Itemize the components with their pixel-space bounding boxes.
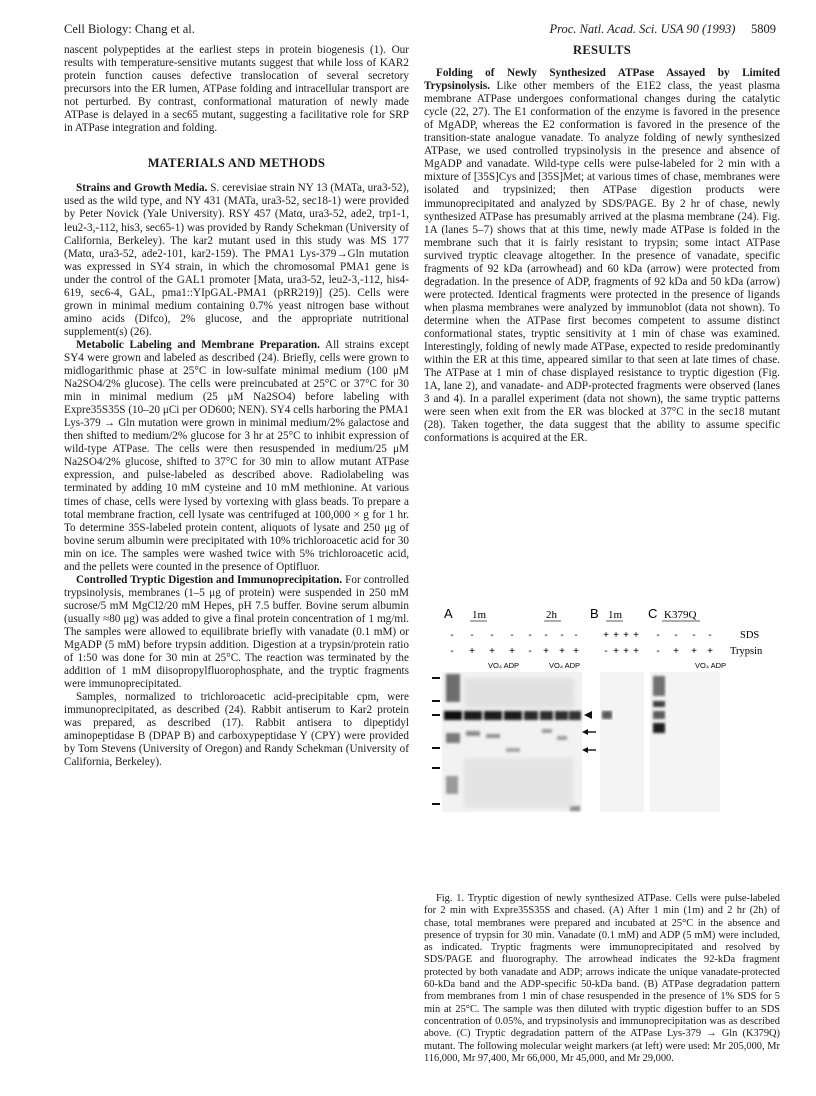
strains-heading: Strains and Growth Media.	[76, 182, 208, 195]
sds-sign-6: -	[544, 630, 548, 641]
samples-paragraph: Samples, normalized to trichloroacetic acid-precipitable cpm, were immunoprecipitated, as described (24). Rabbit antiserum to Kar2 protein was prepared, as described (17). Rabbit antisera to dipeptidyl aminopeptidase B (DPAP B) and carboxypeptidase Y (CPY) were provided by Tom Stevens (University of Oregon) and Randy Schekman (University of California, Berkeley).	[64, 691, 409, 769]
label-1m-b: 1m	[608, 609, 623, 621]
strains-text: S. cerevisiae strain NY 13 (MATa, ura3-52), used as the wild type, and NY 431 (MATa, ura3-52, sec18-1) were provided by Peter Novick (Yale University). RSY 457 (Matα, ura3-52, ade2, trp1-1, leu2-3,-112, his3, sec65-1) was provided by Randy Schekman (University of California, Berkeley). The kar2 mutant used in this study was MS 177 (Matα, ura3-52, ade2-101, kar2-159). The PMA1 Lys-379→Gln mutation was expressed in SY4 strain, in which the chromosomal PMA1 gene is under the control of the GAL1 promoter [Mata, ura3-52, leu2-3,-112, his4-619, sec6-4, GAL, pma1::YIpGAL-PMA1 (pRR219)] (25). Cells were grown in minimal medium containing 0.7% yeast nitrogen base without amino acids (Difco), 2% glucose, and the appropriate nutritional supplement(s) (26).	[64, 182, 409, 338]
strains-paragraph	[64, 182, 409, 339]
sds-sign-14: -	[674, 630, 678, 641]
right-column	[424, 44, 780, 445]
sds-sign-2: -	[470, 630, 474, 641]
panel-c-label: C	[648, 606, 658, 621]
trypsin-sign-5: -	[528, 646, 532, 657]
trypsin-sign-12: +	[633, 646, 639, 657]
sds-sign-15: -	[692, 630, 696, 641]
digestion-heading: Controlled Tryptic Digestion and Immunoprecipitation.	[76, 573, 343, 586]
trypsin-sign-14: +	[673, 646, 679, 657]
trypsin-sign-15: +	[691, 646, 697, 657]
band-lane2-92	[464, 711, 482, 720]
band-lane2-60	[466, 731, 480, 736]
band-c-intact	[653, 723, 665, 733]
sds-sign-8: -	[574, 630, 578, 641]
row-label-trypsin: Trypsin	[730, 646, 763, 657]
figure-caption-text: Fig. 1. Tryptic digestion of newly synthesized ATPase. Cells were pulse-labeled for 2 min with Expre35S35S and chased. (A) After 1 min (1m) and 2 hr (2h) of chase, total membranes were prepared and incubated at 25°C in the absence and presence of trypsin for 30 min. Vanadate (0.1 mM) and ADP (5 mM) were included, as indicated. Tryptic fragments were immunoprecipitated and resolved by SDS/PAGE and fluorography. The arrowhead indicates the 92-kDa fragment protected by both vanadate and ADP; arrows indicate the unique vanadate-protected 60-kDa band and the ADP-specific 50-kDa band. (B) ATPase degradation pattern from membranes from 1 min of chase resuspended in the presence of 1% SDS for 5 min at 25°C. The sample was then diluted with tryptic digestion buffer to an SDS concentration of 0.05%, and trypsinolysis and immunoprecipitation was as described above. (C) Tryptic degradation pattern of the ATPase Lys-379 → Gln (K379Q) mutant. The following molecular weight markers (at left) were used: Mr 205,000, Mr 116,000, Mr 97,400, Mr 66,000, Mr 45,000, and Mr 29,000.	[424, 893, 780, 1064]
panel-a-label: A	[444, 606, 453, 621]
band-lane3-92	[484, 711, 502, 720]
digestion-paragraph	[64, 574, 409, 691]
smear-top	[464, 678, 574, 708]
band-lane1-low	[446, 776, 458, 794]
digestion-text: For controlled trypsinolysis, membranes (1–5 μg of protein) were suspended in 250 mM sucrose/5 mM MgCl2/20 mM Hepes, pH 7.5 buffer. Bovine serum albumin (usually ≈80 μg) was added to give a final protein concentration of 1 mg/ml. The samples were allowed to equilibrate briefly with vanadate (0.1 mM) or MgADP (5 mM) before trypsin addition. Digestion at a trypsin/protein ratio of 1:50 was done for 30 min at 25°C. The reaction was terminated by the addition of 1 mM diisopropylfluorophosphate, and the tryptic fragments were immunoprecipitated.	[64, 573, 409, 691]
band-c-upper	[653, 701, 665, 707]
trypsin-sign-6: +	[543, 646, 549, 657]
band-lane5-intact	[524, 711, 538, 720]
folding-paragraph	[424, 67, 780, 445]
band-lane8-92	[569, 711, 581, 720]
ligand-label-1m: VO₄ ADP	[488, 661, 519, 670]
band-b-lane1	[602, 711, 612, 719]
trypsin-sign-8: +	[573, 646, 579, 657]
folding-text: Like other members of the E1E2 class, the yeast plasma membrane ATPase undergoes conformational changes during the catalytic cycle (22, 27). The E1 conformation of the enzyme is favored in the presence of MgADP, whereas the E2 conformation is favored in the presence of the transition-state analogue vanadate. To analyze folding of newly synthesized ATPase, we used controlled trypsinolysis in the presence and absence of MgADP and vanadate. Wild-type cells were pulse-labeled for 2 min with a mixture of [35S]Cys and [35S]Met; at various times of chase, membranes were isolated and trypsinized; then ATPase digestion products were immunoprecipitated and analyzed by SDS/PAGE. By 2 hr of chase, newly synthesized ATPase has presumably arrived at the plasma membrane (24). Fig. 1A (lanes 5–7) shows that at this time, newly made ATPase is folded in the membrane such that it is fairly resistant to trypsin; some intact ATPase survived tryptic cleavage altogether. In the presence of vanadate, specific fragments of 92 kDa (arrowhead) and 60 kDa (arrow) were protected from degradation. In the presence of ADP, fragments of 92 kDa and 50 kDa (arrow) were protected. Identical fragments were protected in the presence of ligands when plasma membranes were analyzed by immunoblot (data not shown). To determine when the ATPase first becomes competent to assume distinct conformational states, tryptic sensitivity at 1 min of chase was examined. Interestingly, folding of newly made ATPase, expected to reside predominantly within the ER at this time, appeared similar to that seen at late times of chase. The ATPase at 1 min of chase displayed resistance to tryptic digestion (Fig. 1A, lane 2), and vanadate- and ADP-protected fragments were observed (lanes 3 and 4). In a parallel experiment (data not shown), the same tryptic patterns were seen when exit from the ER was blocked at 37°C in the sec18 mutant (28). Taken together, the data suggest that the ability to assume specific conformations is acquired at the ER.	[424, 80, 780, 445]
results-section-title: RESULTS	[573, 43, 631, 57]
ligand-label-c: VO₄ ADP	[695, 661, 726, 670]
trypsin-sign-7: +	[559, 646, 565, 657]
band-lane1-lower	[446, 733, 460, 743]
figure-1-gel	[424, 598, 780, 890]
panel-b-label: B	[590, 606, 599, 621]
trypsin-sign-3: +	[489, 646, 495, 657]
trypsin-sign-2: +	[469, 646, 475, 657]
page-number: 5809	[751, 22, 776, 36]
gel-b-bands	[602, 711, 612, 719]
labeling-paragraph	[64, 339, 409, 574]
labeling-text: All strains except SY4 were grown and labeled as described (24). Briefly, cells were grown to midlogarithmic phase at 25°C in low-sulfate minimal medium (100 μM Na2SO4/2% glucose). The cells were preincubated at 25°C or 37°C for 30 min in minimal medium (25 μM Na2SO4) before labeling with Expre35S35S (10–20 μCi per OD600; NEN). SY4 cells harboring the PMA1 Lys-379 → Gln mutation were grown in minimal medium/2% galactose and then shifted to medium/2% glucose for 3 hr at 25°C to inhibit expression of wild-type ATPase. The cells were then resuspended in medium/25 μM Na2SO4/2% glucose, shifted to 37°C for 30 min to allow mutant ATPase expression, and pulse-labeled as described above. Radiolabeling was terminated by adding 10 mM cysteine and 10 mM methionine. At various times of chase, cells were lysed by vortexing with glass beads. To prepare a total membrane fraction, cell lysate was centrifuged at 100,000 × g for 1 hr. To determine 35S-labeled protein content, aliquots of lysate and 250 μg of bovine serum albumin were precipitated with 10% trichloroacetic acid for 30 min on ice. The samples were washed twice with 5% trichloroacetic acid, and the pellets were counted in the presence of Optifluor.	[64, 338, 410, 573]
sds-sign-11: +	[623, 630, 629, 641]
band-lane7-60	[557, 736, 567, 740]
sds-sign-4: -	[510, 630, 514, 641]
band-lane6-92	[540, 711, 553, 720]
trypsin-sign-13: -	[656, 646, 660, 657]
sds-sign-7: -	[560, 630, 564, 641]
sds-sign-1: -	[450, 630, 454, 641]
gel-image	[424, 598, 780, 890]
ligand-label-2h: VO₄ ADP	[549, 661, 580, 670]
band-lane1-intact	[444, 711, 462, 720]
gel-c-bands	[653, 676, 665, 733]
band-lane6-60	[542, 729, 552, 733]
sds-sign-9: +	[603, 630, 609, 641]
sds-sign-13: -	[656, 630, 660, 641]
band-c-top	[653, 676, 665, 696]
running-header-right	[550, 22, 776, 37]
sds-sign-16: -	[708, 630, 712, 641]
sds-sign-12: +	[633, 630, 639, 641]
label-2h-a: 2h	[546, 609, 557, 621]
row-label-sds: SDS	[740, 630, 760, 641]
trypsin-sign-9: -	[604, 646, 608, 657]
gel-panel-b	[600, 672, 644, 812]
trypsin-sign-4: +	[509, 646, 515, 657]
sds-sign-10: +	[613, 630, 619, 641]
sds-sign-3: -	[490, 630, 494, 641]
journal-citation: Proc. Natl. Acad. Sci. USA 90 (1993)	[549, 22, 736, 36]
folding-heading: Folding of Newly Synthesized ATPase Assayed by Limited Trypsinolysis.	[424, 67, 780, 93]
labeling-heading: Metabolic Labeling and Membrane Preparation.	[76, 338, 320, 351]
band-lane3-60	[486, 734, 500, 738]
trypsin-sign-1: -	[450, 646, 454, 657]
running-header-left: Cell Biology: Chang et al.	[64, 22, 195, 36]
methods-section-title: MATERIALS AND METHODS	[147, 156, 326, 171]
sds-sign-5: -	[528, 630, 532, 641]
label-k379q: K379Q	[664, 609, 697, 621]
trypsin-sign-11: +	[623, 646, 629, 657]
trypsin-sign-16: +	[707, 646, 713, 657]
trypsin-sign-10: +	[613, 646, 619, 657]
left-column	[64, 44, 409, 769]
band-lane7-92	[555, 711, 568, 720]
figure-caption	[424, 893, 780, 1065]
band-lane4-92	[504, 711, 522, 720]
intro-paragraph: nascent polypeptides at the earliest steps in protein biogenesis (1). Our results with temperature-sensitive mutants suggest that while loss of KAR2 protein function causes defective translocation of several secretory precursors into the ER lumen, ATPase folding and intracellular transport are not perturbed. By contrast, conformational maturation of newly made ATPase is delayed in a sec65 mutant, suggesting a facilitative role for SRP in ATPase integration and folding.	[64, 44, 409, 135]
band-lane4-50	[506, 748, 520, 752]
band-c-mid	[653, 711, 665, 719]
smear-bottom	[464, 758, 574, 808]
label-1m-a: 1m	[472, 609, 487, 621]
band-lane1-smear	[446, 674, 460, 702]
